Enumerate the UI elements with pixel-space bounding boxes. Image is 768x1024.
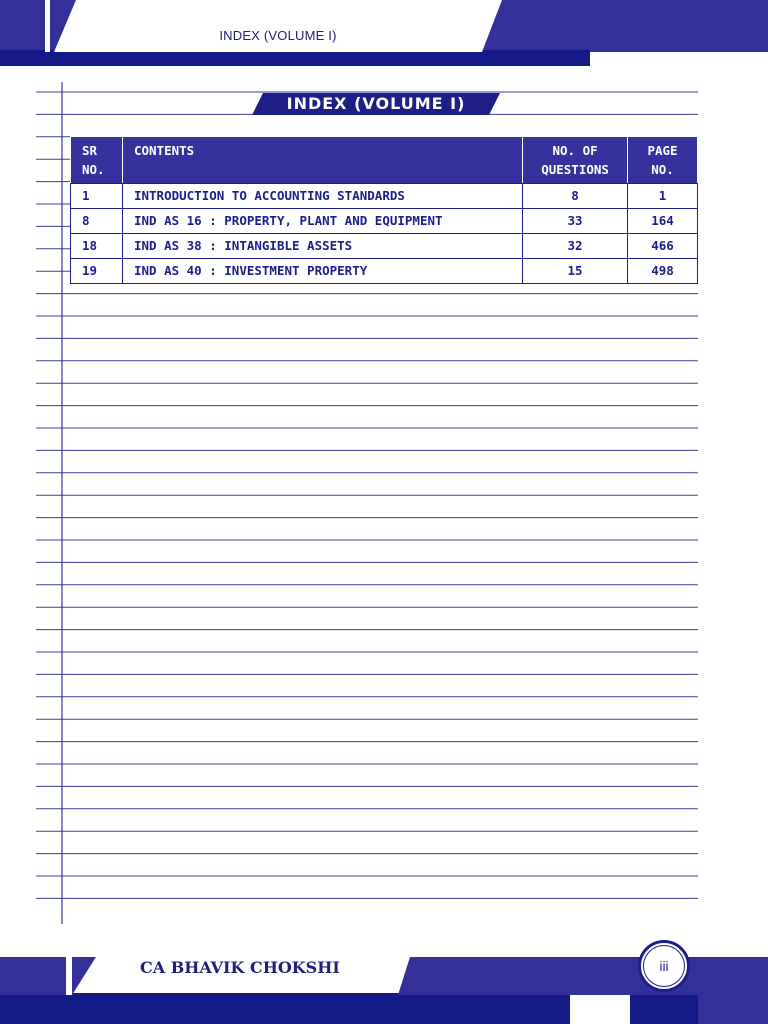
- header-no-of-questions: NO. OF QUESTIONS: [523, 137, 628, 184]
- index-banner-title: INDEX (VOLUME I): [286, 94, 466, 113]
- row-contents: IND AS 40 : INVESTMENT PROPERTY: [122, 259, 522, 284]
- row-sr: 1: [71, 184, 123, 209]
- author-name: CA BHAVIK CHOKSHI: [140, 958, 340, 977]
- header-sr-no: SR NO.: [71, 137, 123, 184]
- table-row: [71, 259, 698, 284]
- row-contents: IND AS 38 : INTANGIBLE ASSETS: [122, 234, 522, 259]
- footer-stripe: [66, 957, 72, 995]
- row-page: 164: [628, 209, 698, 234]
- header-contents: CONTENTS: [122, 137, 522, 184]
- footer-bottom-band: [0, 993, 570, 1024]
- table-row: [71, 209, 698, 234]
- page-number: iii: [643, 945, 685, 987]
- table-row: [71, 234, 698, 259]
- index-table: [70, 136, 698, 284]
- row-questions: 15: [523, 259, 628, 284]
- table-header-row: [71, 137, 698, 184]
- row-page: 1: [628, 184, 698, 209]
- footer-bottom-band-right: [630, 993, 698, 1024]
- row-contents: IND AS 16 : PROPERTY, PLANT AND EQUIPMENT: [122, 209, 522, 234]
- row-questions: 8: [523, 184, 628, 209]
- row-sr: 19: [71, 259, 123, 284]
- table-row: [71, 184, 698, 209]
- row-sr: 18: [71, 234, 123, 259]
- row-questions: 33: [523, 209, 628, 234]
- footer-left-block: [0, 957, 66, 995]
- row-sr: 8: [71, 209, 123, 234]
- running-title: INDEX (VOLUME I): [219, 28, 337, 43]
- header-page-no: PAGE NO.: [628, 137, 698, 184]
- row-page: 498: [628, 259, 698, 284]
- row-page: 466: [628, 234, 698, 259]
- row-questions: 32: [523, 234, 628, 259]
- footer-right-edge: [698, 957, 768, 1024]
- row-contents: INTRODUCTION TO ACCOUNTING STANDARDS: [122, 184, 522, 209]
